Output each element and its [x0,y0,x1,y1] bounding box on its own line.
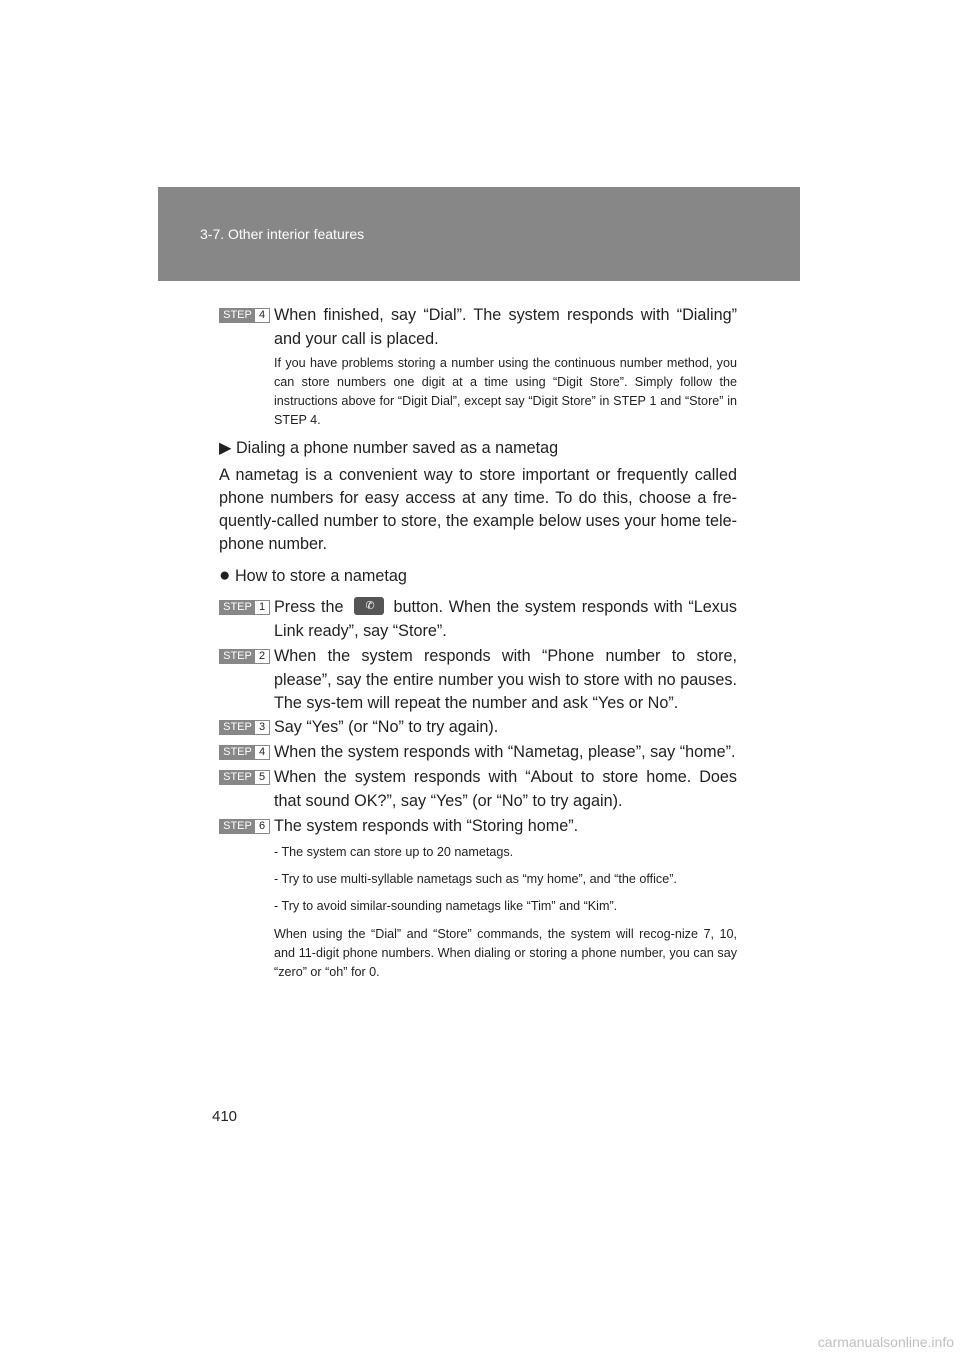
section-title: 3-7. Other interior features [200,226,365,242]
page-number: 410 [212,1108,238,1125]
note-4: When using the “Dial” and “Store” commands, the system will recog-nize 7, 10, and 11-digit phone numbers. When dialing or storing a phone number, you can say “zero” or “oh” for 0. [274,927,737,979]
step-4: STEP 4 When the system responds with “Nametag, please”, say “home”. [219,741,737,765]
note-2: - Try to use multi-syllable nametags such as “my home”, and “the office”. [274,872,677,886]
intro-step [219,304,737,351]
step-3: STEP 3 Say “Yes” (or “No” to try again). [219,716,737,740]
section-header-bar [158,187,800,281]
triangle-right-icon: ▶ [219,439,232,457]
note-3: - Try to avoid similar-sounding nametags like “Tim” and “Kim”. [274,899,618,913]
step-badge: STEP 5 [219,770,270,785]
step-badge: STEP 1 [219,600,270,615]
step-2: STEP 2 When the system responds with “Phone number to store, please”, say the entire number you wish to store with no pauses. The sys-tem will repeat the number and ask “Yes or No”. [219,645,737,716]
step-6: STEP 6 The system responds with “Storing home”. [219,815,737,839]
intro-note: If you have problems storing a number using the continuous number method, you can store numbers one digit at a time using “Digit Store”. Simply follow the instructions above for “Digit Dial”, except say “Digit Store” in STEP 1 and “Store” in STEP 4. [274,356,737,427]
step-badge: STEP 3 [219,720,270,735]
watermark: carmanualsonline.info [817,1334,954,1350]
step-badge: STEP 6 [219,819,270,834]
step-5: STEP 5 When the system responds with “About to store home. Does that sound OK?”, say “Yes” (or “No” to try again). [219,766,737,813]
step-1: STEP 1 Press the ✆ button. When the system responds with “Lexus Link ready”, say “Store”. [219,596,737,643]
store-heading: ● How to store a nametag [219,565,407,586]
step-badge: STEP 4 [219,745,270,760]
step-text: When finished, say “Dial”. The system responds with “Dialing” and your call is placed. [274,306,737,348]
filled-circle-icon: ● [219,565,231,586]
nametag-paragraph: A nametag is a convenient way to store important or frequently called phone numbers for easy access at any time. To do this, choose a fre-quently-called number to store, the example below uses your home tele-phone number. [219,466,737,553]
step-badge: STEP 2 [219,649,270,664]
note-1: - The system can store up to 20 nametags. [274,845,514,859]
phone-button-icon: ✆ [354,597,384,615]
nametag-heading: ▶ Dialing a phone number saved as a nametag [219,439,559,457]
step-badge: STEP 4 [219,308,270,323]
